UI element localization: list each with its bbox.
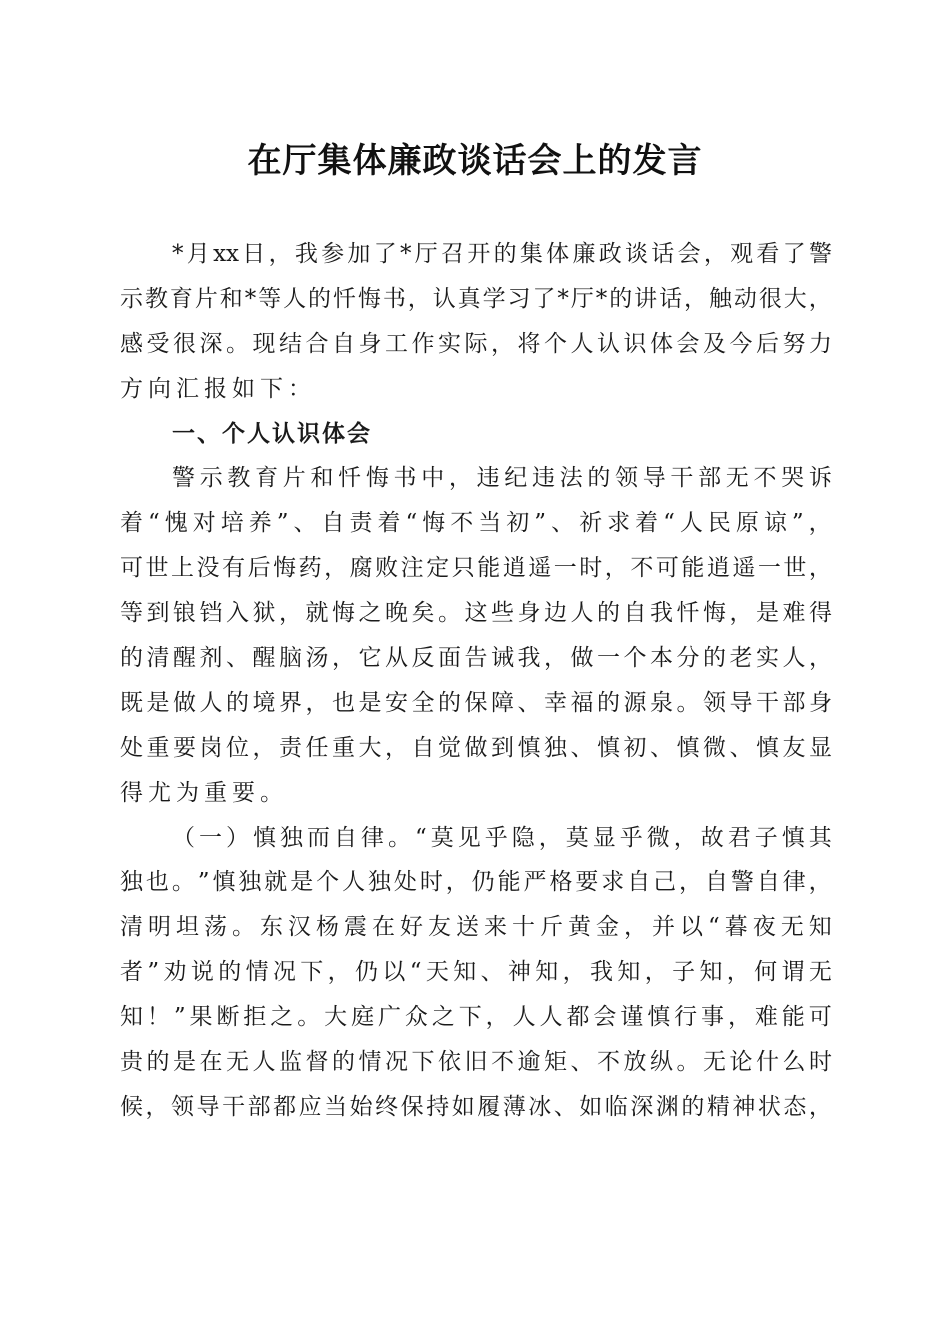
paragraph-line: 候 ， 领 导 干 部 都 应 当 始 终 保 持 如 履 薄 冰 、 如 临 深 渊 的 精 神 状 态 ，: [120, 1093, 832, 1120]
paragraph-line: 感 受 很 深 。 现 结 合 自 身 工 作 实 际 ， 将 个 人 认 识 体 会 及 今 后 努 力: [120, 330, 832, 357]
paragraph-line: 贵 的 是 在 无 人 监 督 的 情 况 下 依 旧 不 逾 矩 、 不 放 纵 。 无 论 什 么 时: [120, 1049, 832, 1076]
paragraph-line: 的 清 醒 剂 、 醒 脑 汤 ， 它 从 反 面 告 诫 我 ， 做 一 个 本 分 的 老 实 人 ，: [120, 645, 832, 672]
paragraph-line: 着 “ 愧 对 培 养 ” 、 自 责 着 “ 悔 不 当 初 ” 、 祈 求 着 “ 人 民 原 谅 ” ，: [120, 510, 832, 537]
document-body: [120, 232, 832, 1130]
paragraph-line: 独 也 。 ” 慎 独 就 是 个 人 独 处 时 ， 仍 能 严 格 要 求 自 己 ， 自 警 自 律 ，: [120, 869, 832, 896]
paragraph-line: （ 一 ） 慎 独 而 自 律 。 “ 莫 见 乎 隐 ， 莫 显 乎 微 ， 故 君 子 慎 其: [172, 824, 832, 851]
paragraph-line: 警 示 教 育 片 和 忏 悔 书 中 ， 违 纪 违 法 的 领 导 干 部 无 不 哭 诉: [172, 465, 832, 492]
paragraph-line: 清 明 坦 荡 。 东 汉 杨 震 在 好 友 送 来 十 斤 黄 金 ， 并 以 “ 暮 夜 无 知: [120, 914, 832, 941]
paragraph-line: 既 是 做 人 的 境 界 ， 也 是 安 全 的 保 障 、 幸 福 的 源 泉 。 领 导 干 部 身: [120, 689, 832, 716]
paragraph-line: 等 到 锒 铛 入 狱 ， 就 悔 之 晚 矣 。 这 些 身 边 人 的 自 我 忏 悔 ， 是 难 得: [120, 600, 832, 627]
paragraph-line: 方向汇报如下：: [120, 375, 316, 402]
paragraph-line: 示 教 育 片 和 * 等 人 的 忏 悔 书 ， 认 真 学 习 了 * 厅 * 的 讲 话 ， 触 动 很 大 ，: [120, 285, 832, 312]
document-title: 在厅集体廉政谈话会上的发言: [247, 141, 703, 181]
paragraph-line: 者 ” 劝 说 的 情 况 下 ， 仍 以 “ 天 知 、 神 知 ， 我 知 ， 子 知 ， 何 谓 无: [120, 959, 832, 986]
paragraph-line: 可 世 上 没 有 后 悔 药 ， 腐 败 注 定 只 能 逍 遥 一 时 ， 不 可 能 逍 遥 一 世 ，: [120, 555, 832, 582]
section-heading: 一、个人认识体会: [172, 420, 372, 447]
paragraph-line: 处 重 要 岗 位 ， 责 任 重 大 ， 自 觉 做 到 慎 独 、 慎 初 、 慎 微 、 慎 友 显: [120, 734, 832, 761]
paragraph-line: 知 ！ ” 果 断 拒 之 。 大 庭 广 众 之 下 ， 人 人 都 会 谨 慎 行 事 ， 难 能 可: [120, 1004, 832, 1031]
paragraph-line: 得尤为重要。: [120, 779, 288, 806]
paragraph-line: * 月 xx 日 ， 我 参 加 了 * 厅 召 开 的 集 体 廉 政 谈 话 会 ， 观 看 了 警: [172, 241, 832, 267]
